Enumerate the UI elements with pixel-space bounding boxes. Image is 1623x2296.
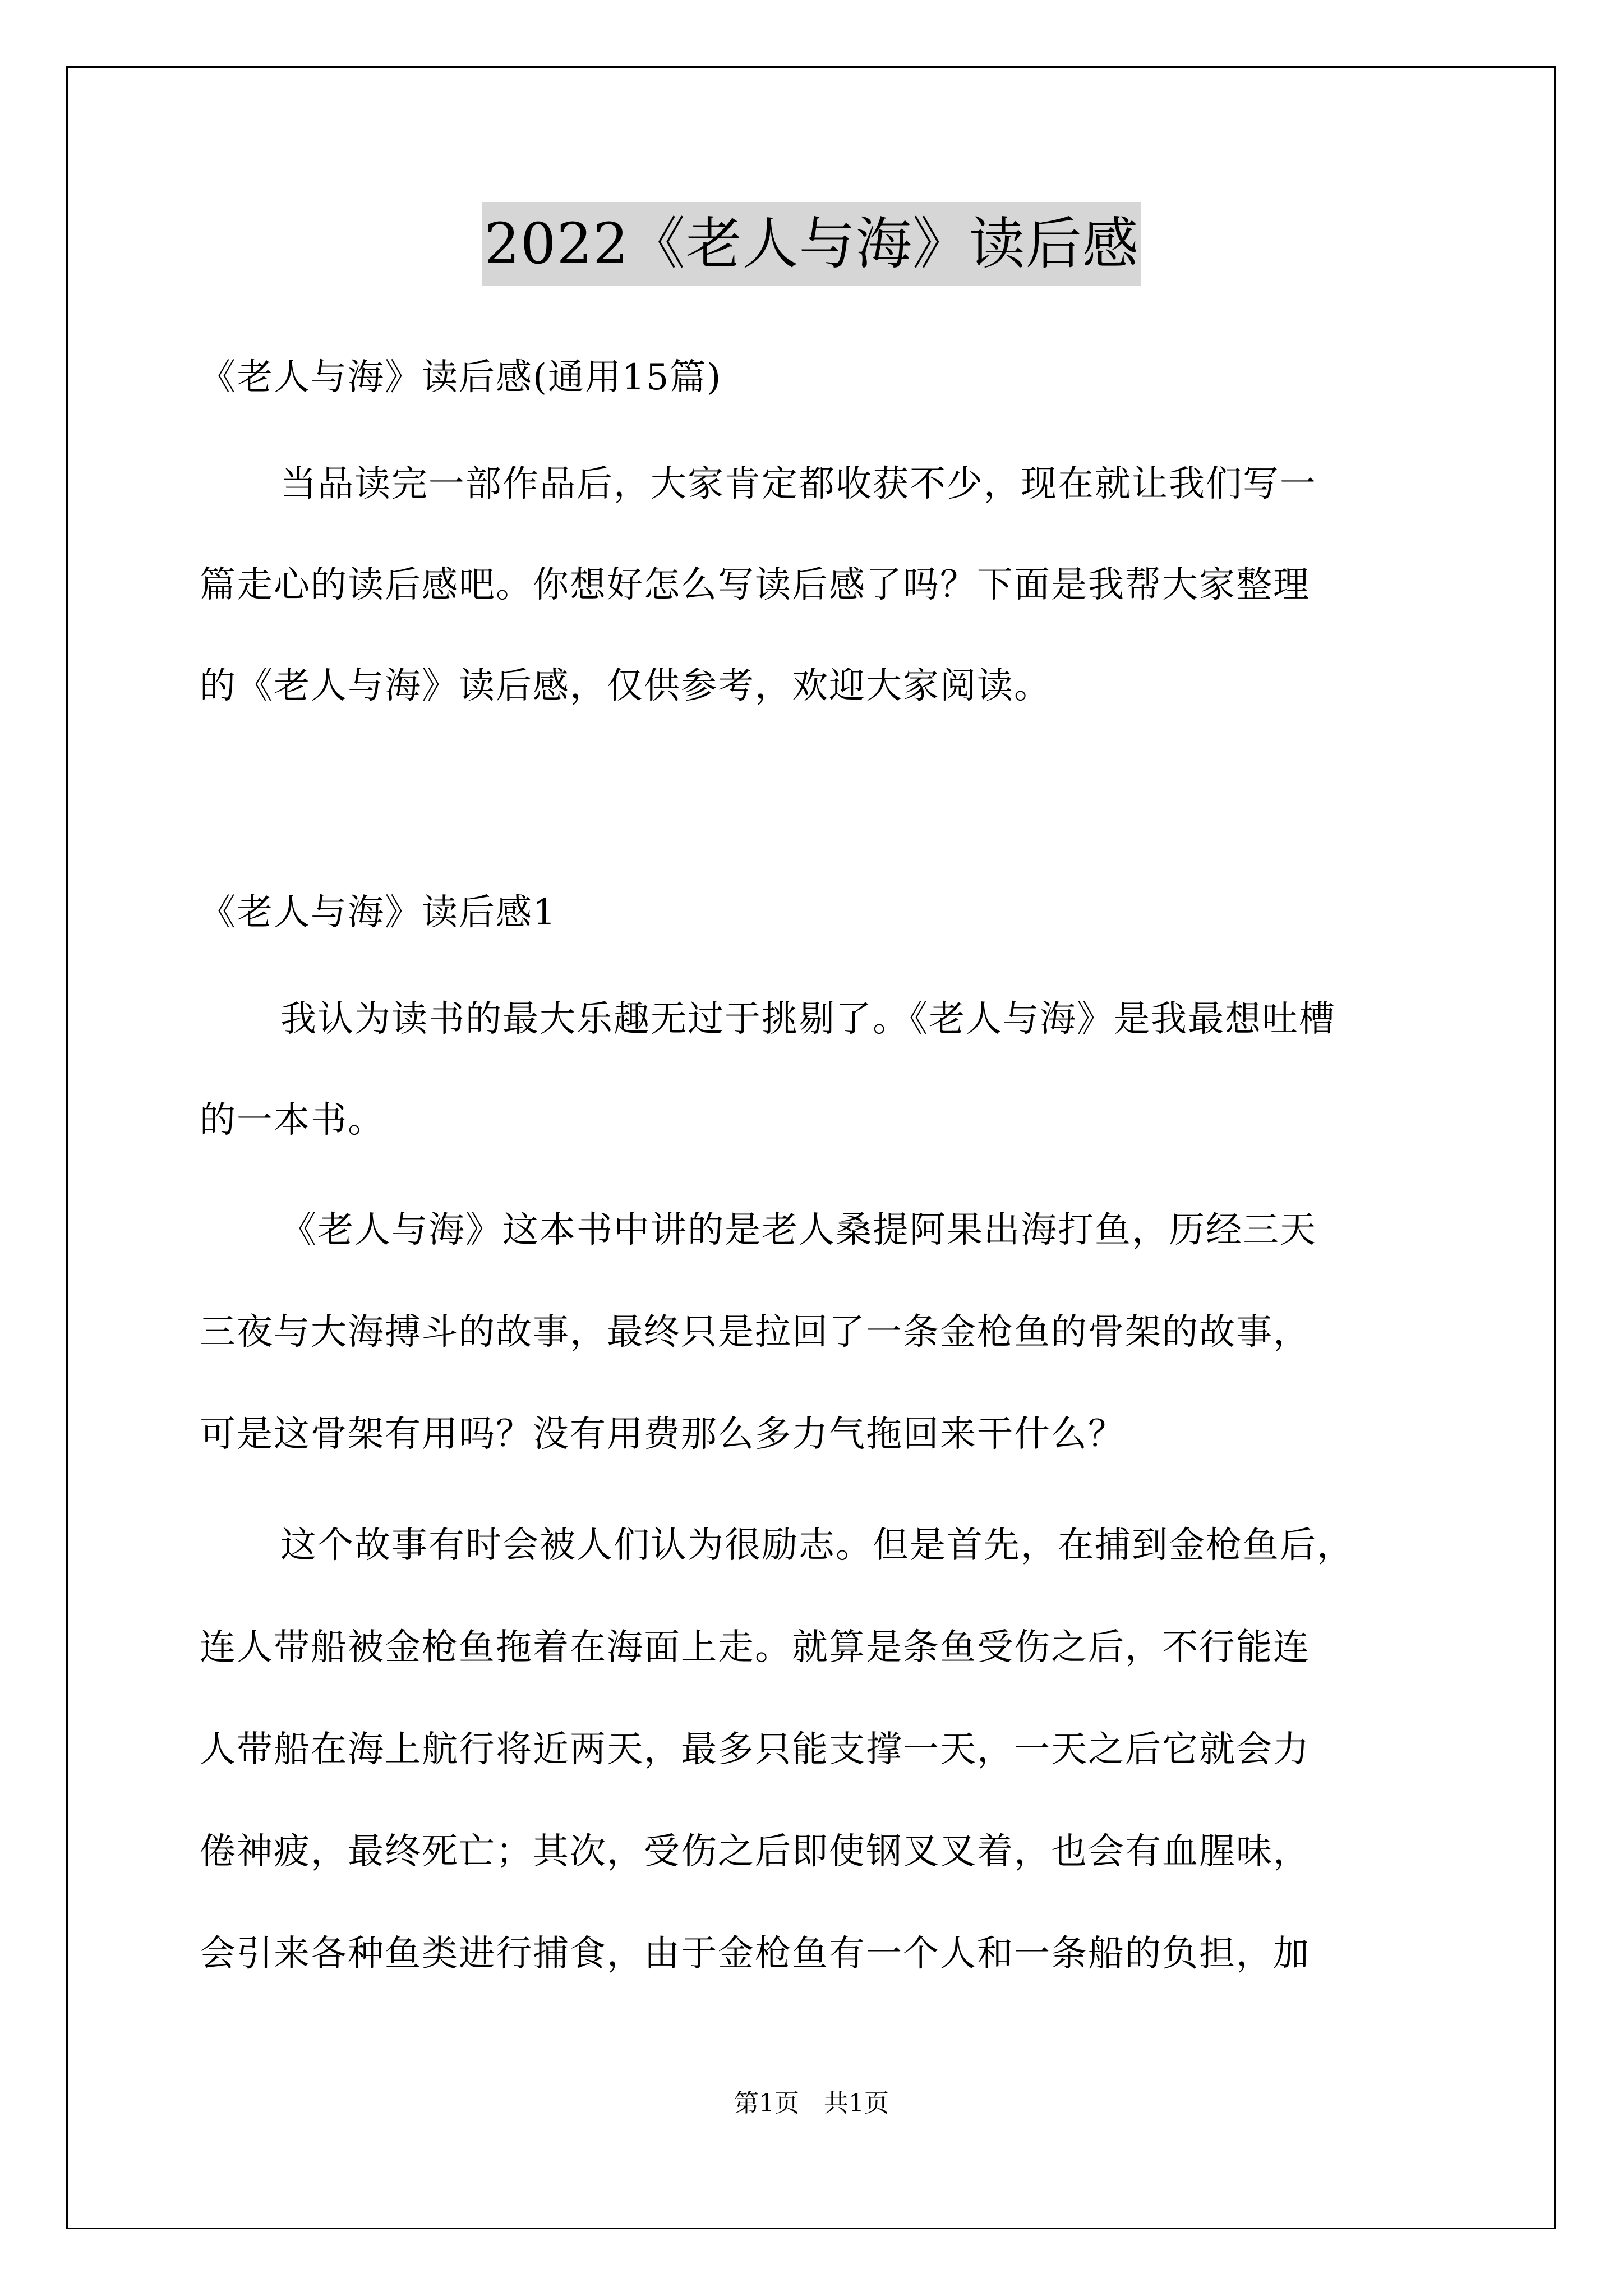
document-title: 2022《老人与海》读后感 xyxy=(482,202,1141,286)
document-subtitle: 《老人与海》读后感(通用15篇) xyxy=(200,357,722,398)
intro-line: 的《老人与海》读后感，仅供参考，欢迎大家阅读。 xyxy=(200,665,1051,707)
page-footer: 第1页 共1页 xyxy=(734,2089,889,2118)
paragraph-line: 可是这骨架有用吗？没有用费那么多力气拖回来干什么？ xyxy=(200,1414,1125,1455)
paragraph-line: 会引来各种鱼类进行捕食，由于金枪鱼有一个人和一条船的负担，加 xyxy=(200,1933,1310,1975)
paragraph-line: 《老人与海》这本书中讲的是老人桑提阿果出海打鱼，历经三天 xyxy=(280,1209,1317,1251)
paragraph-line: 我认为读书的最大乐趣无过于挑剔了。《老人与海》是我最想吐槽 xyxy=(280,999,1336,1040)
paragraph-line: 倦神疲，最终死亡；其次，受伤之后即使钢叉叉着，也会有血腥味， xyxy=(200,1831,1310,1872)
title-container xyxy=(0,202,1623,286)
paragraph-line: 人带船在海上航行将近两天，最多只能支撑一天，一天之后它就会力 xyxy=(200,1729,1310,1770)
intro-line: 篇走心的读后感吧。你想好怎么写读后感了吗？下面是我帮大家整理 xyxy=(200,564,1310,606)
section-heading: 《老人与海》读后感1 xyxy=(200,892,557,933)
paragraph-line: 这个故事有时会被人们认为很励志。但是首先，在捕到金枪鱼后， xyxy=(280,1525,1354,1566)
paragraph-line: 三夜与大海搏斗的故事，最终只是拉回了一条金枪鱼的骨架的故事， xyxy=(200,1312,1310,1353)
paragraph-line: 连人带船被金枪鱼拖着在海面上走。就算是条鱼受伤之后，不行能连 xyxy=(200,1627,1310,1668)
intro-line: 当品读完一部作品后，大家肯定都收获不少，现在就让我们写一 xyxy=(280,463,1317,505)
paragraph-line: 的一本书。 xyxy=(200,1099,385,1141)
